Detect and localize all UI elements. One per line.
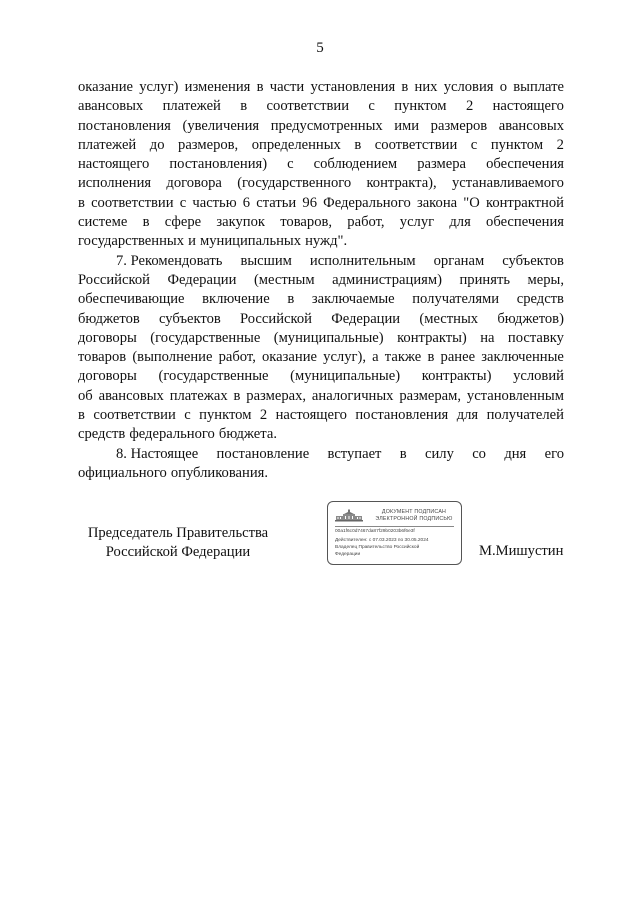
word: и	[188, 233, 196, 250]
page-number: 5	[316, 40, 324, 56]
word: частью	[192, 194, 237, 211]
word: с	[287, 156, 294, 173]
word: до	[149, 136, 165, 153]
word: договоры	[78, 368, 137, 385]
text-line	[78, 290, 564, 309]
word: в	[240, 98, 248, 115]
word: "О	[463, 194, 480, 211]
word: в	[78, 407, 85, 424]
text-line	[78, 213, 564, 232]
word: в	[401, 79, 409, 95]
word: (государственные	[158, 368, 269, 385]
word: заключенные	[481, 349, 564, 366]
word: заключаемые	[311, 291, 395, 308]
word: дня	[504, 445, 527, 462]
word: Федерации	[331, 310, 401, 327]
word: контракта),	[366, 175, 437, 192]
text-line	[78, 155, 564, 174]
government-building-icon	[335, 509, 363, 523]
word: установления	[310, 79, 396, 95]
word: закона	[416, 194, 458, 211]
word: соблюдением	[313, 156, 398, 173]
stamp-title-line-2: ЭЛЕКТРОННОЙ ПОДПИСЬЮ	[375, 516, 453, 522]
word: принять	[459, 271, 510, 288]
word: ими	[394, 117, 420, 134]
text-line	[78, 348, 564, 367]
signatory-title	[78, 524, 278, 562]
word: (выполнение	[132, 349, 213, 366]
stamp-title-line-1: ДОКУМЕНТ ПОДПИСАН	[381, 509, 447, 515]
word: части	[269, 79, 305, 95]
word: администрациям)	[332, 271, 442, 288]
word: размерам,	[399, 387, 462, 404]
word: платежей	[78, 136, 137, 153]
text-line	[78, 464, 564, 483]
text-line	[78, 406, 564, 425]
word: на	[480, 329, 495, 346]
word: размера	[417, 156, 467, 173]
word: контрактной	[485, 194, 564, 211]
word: Федерации	[167, 271, 237, 288]
word: муниципальных	[199, 233, 302, 250]
word: установленным	[466, 387, 564, 404]
word: (муниципальные)	[273, 329, 384, 346]
word: а	[372, 349, 379, 366]
word: государственных	[78, 233, 185, 250]
word: получателей	[486, 407, 564, 424]
word: пунктом	[394, 98, 447, 115]
word: высшим	[240, 252, 292, 269]
word: условий	[513, 368, 564, 385]
word: субъектов	[159, 310, 221, 327]
word: включение	[202, 291, 270, 308]
word: оказание	[262, 349, 317, 366]
stamp-title	[368, 509, 460, 523]
word: о	[499, 79, 508, 95]
word: авансовых	[498, 117, 564, 134]
word: в	[256, 79, 264, 95]
text-line	[78, 329, 564, 348]
word: услуг),	[323, 349, 366, 366]
text-line	[78, 271, 564, 290]
document-body	[78, 78, 564, 483]
word: соответствии	[93, 407, 176, 424]
text-line	[78, 117, 564, 136]
word: размерах,	[246, 387, 307, 404]
word: пунктом	[199, 407, 252, 424]
word: обеспечения	[486, 156, 564, 173]
word: меры,	[527, 271, 564, 288]
text-line	[78, 78, 564, 97]
stamp-certificate-number: 00a1f6c0d7467da87f29b0203b6f6e3f	[335, 529, 415, 534]
text-line	[78, 445, 564, 464]
word: услуг)	[139, 79, 179, 95]
word: платежах	[169, 387, 228, 404]
electronic-signature-stamp	[327, 501, 462, 565]
word: для	[449, 214, 471, 231]
word: договоры	[78, 329, 137, 346]
word: авансовых	[98, 387, 164, 404]
word: работ,	[218, 349, 256, 366]
word: (государственные	[150, 329, 261, 346]
word: федерального	[129, 426, 215, 443]
word: с	[368, 98, 375, 115]
word: статьи	[256, 194, 297, 211]
word: средств	[516, 291, 564, 308]
word: 6	[242, 194, 251, 211]
word: в	[233, 387, 241, 404]
word: контракты)	[421, 368, 492, 385]
word: силу	[425, 445, 454, 462]
word: органам	[433, 252, 485, 269]
word: опубликования.	[170, 464, 269, 481]
word: постановления	[355, 407, 449, 424]
word: его	[544, 445, 564, 462]
text-line	[78, 136, 564, 155]
word: товаров,	[280, 214, 333, 231]
word: (увеличения	[182, 117, 260, 134]
word: нужд".	[305, 233, 348, 250]
word: постановления)	[169, 156, 268, 173]
word: официального	[78, 464, 167, 481]
signatory-title-line-2: Российской Федерации	[105, 544, 251, 560]
text-line	[78, 387, 564, 406]
word: также	[384, 349, 422, 366]
word: соответствии	[91, 194, 174, 211]
word: предусмотренных	[270, 117, 383, 134]
word: размеров,	[178, 136, 239, 153]
word: 2	[556, 136, 564, 153]
word: 7. Рекомендовать	[116, 252, 223, 269]
word: изменения	[184, 79, 251, 95]
word: аналогичных	[311, 387, 394, 404]
text-line	[78, 174, 564, 193]
text-line	[78, 367, 564, 386]
word: размеров	[430, 117, 488, 134]
word: обеспечения	[486, 214, 564, 231]
word: услуг	[399, 214, 435, 231]
word: оказание	[78, 79, 133, 95]
word: получателями	[412, 291, 500, 308]
word: Российской	[240, 310, 312, 327]
word: Федерального	[323, 194, 411, 211]
word: бюджетов)	[497, 310, 564, 327]
word: условия	[443, 79, 494, 95]
text-line	[78, 194, 564, 213]
word: постановления	[78, 117, 171, 134]
text-line	[78, 97, 564, 116]
stamp-owner-line-1: Владелец Правительство Российской	[335, 545, 420, 550]
text-line	[78, 425, 564, 444]
word: в	[287, 291, 295, 308]
word: обеспечивающие	[78, 291, 185, 308]
word: сфере	[164, 214, 202, 231]
word: системе	[78, 214, 128, 231]
word: соответствии	[374, 136, 458, 153]
word: настоящего	[78, 156, 150, 173]
text-line	[78, 232, 564, 251]
word: настоящего	[492, 98, 564, 115]
word: с	[470, 136, 478, 153]
word: субъектов	[502, 252, 564, 269]
word: 96	[302, 194, 317, 211]
word: соответствии	[266, 98, 350, 115]
word: в	[399, 445, 407, 462]
word: (государственного	[237, 175, 352, 192]
word: в	[78, 194, 85, 211]
word: в	[142, 214, 150, 231]
word: вступает	[327, 445, 382, 462]
stamp-divider	[335, 526, 454, 527]
word: исполнения	[78, 175, 152, 192]
word: устанавливаемого	[451, 175, 564, 192]
word: пунктом	[490, 136, 544, 153]
word: авансовых	[78, 98, 144, 115]
word: определенных	[251, 136, 341, 153]
word: закупок	[216, 214, 265, 231]
word: 8. Настоящее	[116, 445, 199, 462]
word: них	[414, 79, 438, 95]
word: (местных	[419, 310, 479, 327]
word: ранее	[440, 349, 476, 366]
word: в	[427, 349, 435, 366]
signatory-name: М.Мишустин	[479, 543, 564, 559]
word: бюджета.	[218, 426, 277, 443]
text-line	[78, 310, 564, 329]
word: работ,	[347, 214, 385, 231]
word: платежей	[162, 98, 221, 115]
word: контракты)	[397, 329, 467, 346]
word: (муниципальные)	[290, 368, 401, 385]
word: постановление	[216, 445, 310, 462]
word: 2	[259, 407, 268, 424]
stamp-validity: Действителен: с 07.03.2023 по 30.05.2024	[335, 538, 429, 543]
word: бюджетов	[78, 310, 140, 327]
word: товаров	[78, 349, 127, 366]
signatory-title-line-1: Председатель Правительства	[87, 525, 269, 541]
word: Российской	[78, 271, 150, 288]
word: поставку	[507, 329, 564, 346]
word: договора	[166, 175, 222, 192]
word: выплате	[513, 79, 564, 95]
stamp-owner-line-2: Федерации	[335, 552, 361, 557]
word: (местным	[253, 271, 315, 288]
text-line	[78, 252, 564, 271]
word: для	[456, 407, 479, 424]
word: со	[472, 445, 486, 462]
word: с	[179, 194, 187, 211]
word: настоящего	[275, 407, 347, 424]
word: 2	[465, 98, 474, 115]
word: в	[354, 136, 362, 153]
word: средств	[78, 426, 126, 443]
word: исполнительным	[309, 252, 416, 269]
word: об	[78, 387, 93, 404]
word: с	[184, 407, 191, 424]
